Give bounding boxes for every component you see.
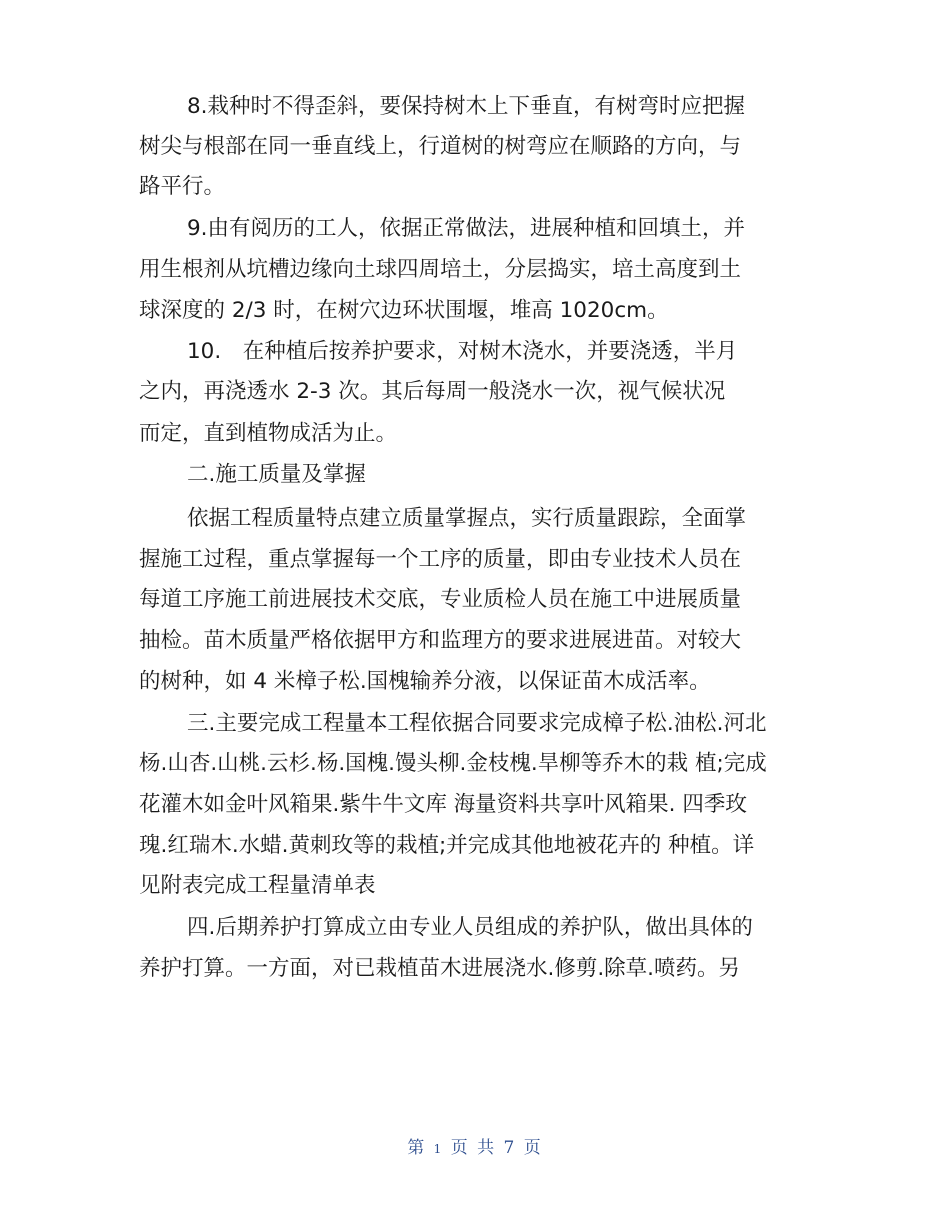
paragraph-line: 四.后期养护打算成立由专业人员组成的养护队，做出具体的 [187,915,753,940]
paragraph-line: 瑰.红瑞木.水蜡.黄刺玫等的栽植;并完成其他地被花卉的 种植。详 [139,833,755,858]
paragraph-line: 树尖与根部在同一垂直线上，行道树的树弯应在顺路的方向，与 [139,134,742,159]
paragraph-line: 10. 在种植后按养护要求，对树木浇水，并要浇透，半月 [187,339,738,364]
paragraph-line: 8.栽种时不得歪斜，要保持树木上下垂直，有树弯时应把握 [187,94,746,119]
footer-total-pages: 7 [503,1138,517,1158]
paragraph-line: 抽检。苗木质量严格依据甲方和监理方的要求进展进苗。对较大 [139,628,742,653]
footer-prefix: 第 [407,1138,427,1158]
paragraph-line: 路平行。 [139,174,226,199]
paragraph-line: 之内，再浇透水 2-3 次。其后每周一般浇水一次，视气候状况 [139,379,726,404]
paragraph-line: 球深度的 2/3 时，在树穴边环状围堰，堆高 1020cm。 [139,298,669,323]
section-heading: 二.施工质量及掌握 [187,462,366,487]
paragraph-line: 而定，直到植物成活为止。 [139,421,398,446]
paragraph-line: 见附表完成工程量清单表 [139,873,376,898]
paragraph-line: 用生根剂从坑槽边缘向土球四周培土，分层捣实，培土高度到土 [139,257,742,282]
footer-suffix: 页 [523,1138,543,1158]
page-footer [0,1133,950,1158]
paragraph-line: 9.由有阅历的工人，依据正常做法，进展种植和回填土，并 [187,216,746,241]
footer-page-number: 1 [433,1142,444,1156]
footer-middle: 页 共 [450,1138,497,1158]
paragraph-line: 三.主要完成工程量本工程依据合同要求完成樟子松.油松.河北 [187,711,767,736]
paragraph-line: 花灌木如金叶风箱果.紫牛牛文库 海量资料共享叶风箱果. 四季玫 [139,792,747,817]
paragraph-line: 的树种，如 4 米樟子松.国槐输养分液，以保证苗木成活率。 [139,669,711,694]
paragraph-line: 杨.山杏.山桃.云杉.杨.国槐.馒头柳.金枝槐.旱柳等乔木的栽 植;完成 [139,751,767,776]
paragraph-line: 握施工过程，重点掌握每一个工序的质量，即由专业技术人员在 [139,547,742,572]
paragraph-line: 依据工程质量特点建立质量掌握点，实行质量跟踪，全面掌 [187,506,747,531]
paragraph-line: 养护打算。一方面，对已栽植苗木进展浇水.修剪.除草.喷药。另 [139,956,741,981]
paragraph-line: 每道工序施工前进展技术交底，专业质检人员在施工中进展质量 [139,587,742,612]
